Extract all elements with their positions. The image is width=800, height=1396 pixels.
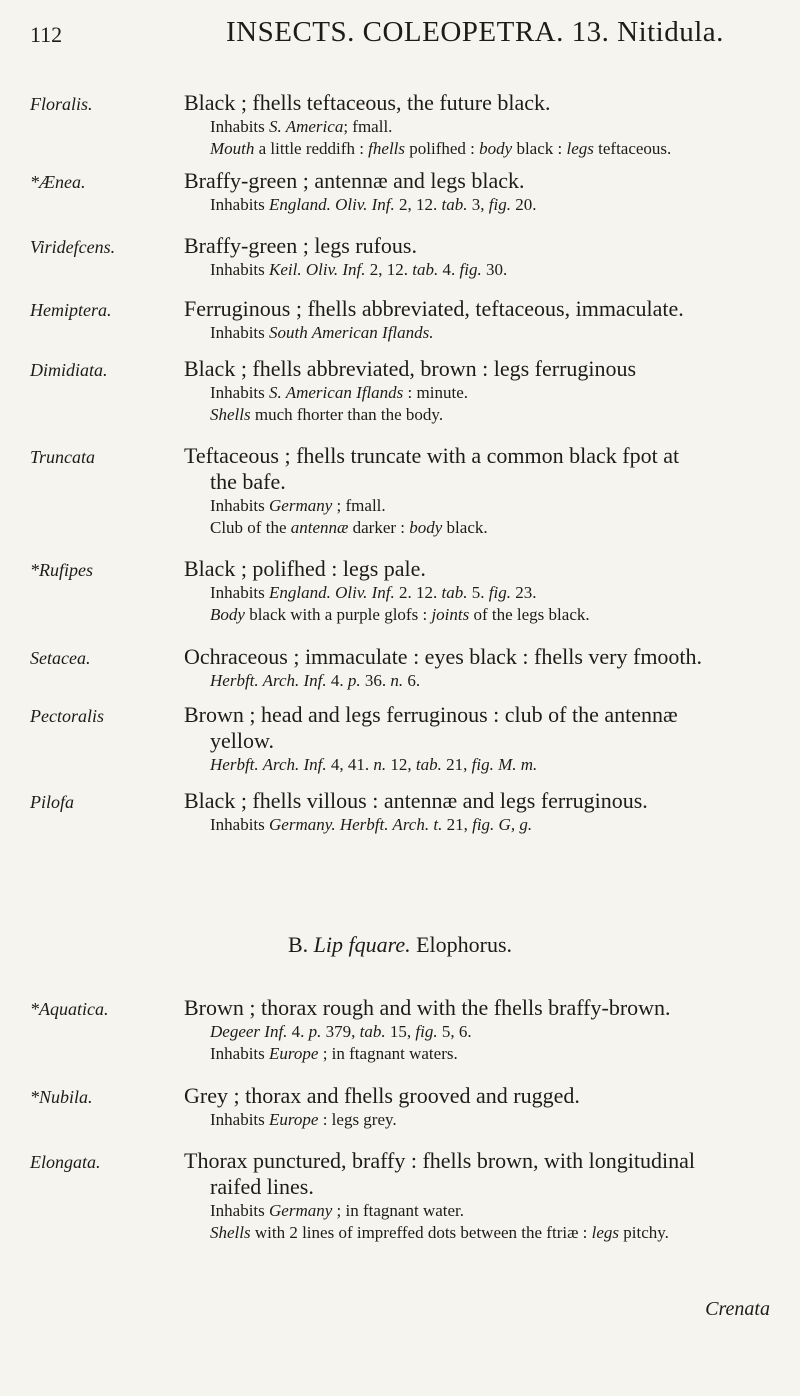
species-description: Braffy-green ; antennæ and legs black.	[184, 168, 525, 193]
habitat-line: Inhabits Germany ; fmall.	[210, 496, 386, 515]
reference-line: Degeer Inf. 4. p. 379, tab. 15, fig. 5, 6.	[210, 1022, 472, 1041]
species-name: Pilofa	[30, 792, 74, 812]
page-number: 112	[30, 22, 63, 47]
running-head: INSECTS. COLEOPETRA. 13. Nitidula.	[226, 16, 724, 48]
species-name: *Nubila.	[30, 1087, 93, 1107]
species-description-continued: yellow.	[210, 728, 274, 753]
note-line: Shells with 2 lines of impreffed dots between the ftriæ : legs pitchy.	[210, 1223, 669, 1242]
species-description: Ochraceous ; immaculate : eyes black : fhells very fmooth.	[184, 644, 703, 669]
note-line: Club of the antennæ darker : body black.	[210, 518, 488, 537]
habitat-line: Inhabits Europe ; in ftagnant waters.	[210, 1044, 458, 1063]
habitat-line: Inhabits England. Oliv. Inf. 2. 12. tab. 5. fig. 23.	[210, 583, 537, 602]
habitat-line: Inhabits Germany ; in ftagnant water.	[210, 1201, 465, 1220]
reference-line: Herbft. Arch. Inf. 4. p. 36. n. 6.	[210, 671, 421, 690]
section-letter: B.	[287, 932, 309, 957]
habitat-line: Inhabits South American Iflands.	[210, 323, 434, 342]
note-line: Shells much fhorter than the body.	[210, 405, 444, 424]
species-description-continued: the bafe.	[210, 469, 286, 494]
species-name: Setacea.	[30, 648, 91, 668]
species-description: Ferruginous ; fhells abbreviated, teftaceous, immaculate.	[184, 296, 684, 321]
habitat-line: Inhabits Keil. Oliv. Inf. 2, 12. tab. 4. fig. 30.	[210, 260, 508, 279]
species-name: Elongata.	[30, 1152, 101, 1172]
reference-line: Herbft. Arch. Inf. 4, 41. n. 12, tab. 21, fig. M. m.	[210, 755, 538, 774]
habitat-line: Inhabits Germany. Herbft. Arch. t. 21, fig. G, g.	[210, 815, 533, 834]
habitat-line: Inhabits England. Oliv. Inf. 2, 12. tab. 3, fig. 20.	[210, 195, 537, 214]
species-name: Pectoralis	[30, 706, 104, 726]
species-description: Black ; polifhed : legs pale.	[184, 556, 426, 581]
species-name: Truncata	[30, 447, 96, 467]
note-line: Mouth a little reddifh : fhells polifhed : body black : legs teftaceous.	[210, 139, 672, 158]
note-line: Body black with a purple glofs : joints of the legs black.	[210, 605, 590, 624]
species-name: Hemiptera.	[30, 300, 112, 320]
habitat-line: Inhabits S. American Iflands : minute.	[210, 383, 468, 402]
section-heading	[0, 932, 800, 958]
species-name: Floralis.	[30, 94, 93, 114]
species-name: *Aquatica.	[30, 999, 109, 1019]
species-name: Viridefcens.	[30, 237, 116, 257]
species-description: Black ; fhells abbreviated, brown : legs ferruginous	[184, 356, 637, 381]
species-description: Thorax punctured, braffy : fhells brown, with longitudinal	[184, 1148, 695, 1173]
species-description: Brown ; head and legs ferruginous : club of the antennæ	[184, 702, 678, 727]
habitat-line: Inhabits S. America; fmall.	[210, 117, 393, 136]
species-description: Grey ; thorax and fhells grooved and rugged.	[184, 1083, 580, 1108]
species-name: Dimidiata.	[30, 360, 108, 380]
habitat-line: Inhabits Europe : legs grey.	[210, 1110, 397, 1129]
species-description: Teftaceous ; fhells truncate with a common black fpot at	[184, 443, 680, 468]
species-description: Brown ; thorax rough and with the fhells braffy-brown.	[184, 995, 671, 1020]
species-name: *Ænea.	[30, 172, 86, 192]
species-description: Black ; fhells teftaceous, the future black.	[184, 90, 551, 115]
species-description: Black ; fhells villous : antennæ and legs ferruginous.	[184, 788, 648, 813]
species-name: *Rufipes	[30, 560, 93, 580]
catchword: Crenata	[705, 1298, 770, 1320]
species-description: Braffy-green ; legs rufous.	[184, 233, 417, 258]
section-title: Lip fquare.	[313, 932, 411, 957]
species-description-continued: raifed lines.	[210, 1174, 314, 1199]
page-header	[30, 16, 780, 56]
section-genus: Elophorus.	[416, 932, 513, 957]
